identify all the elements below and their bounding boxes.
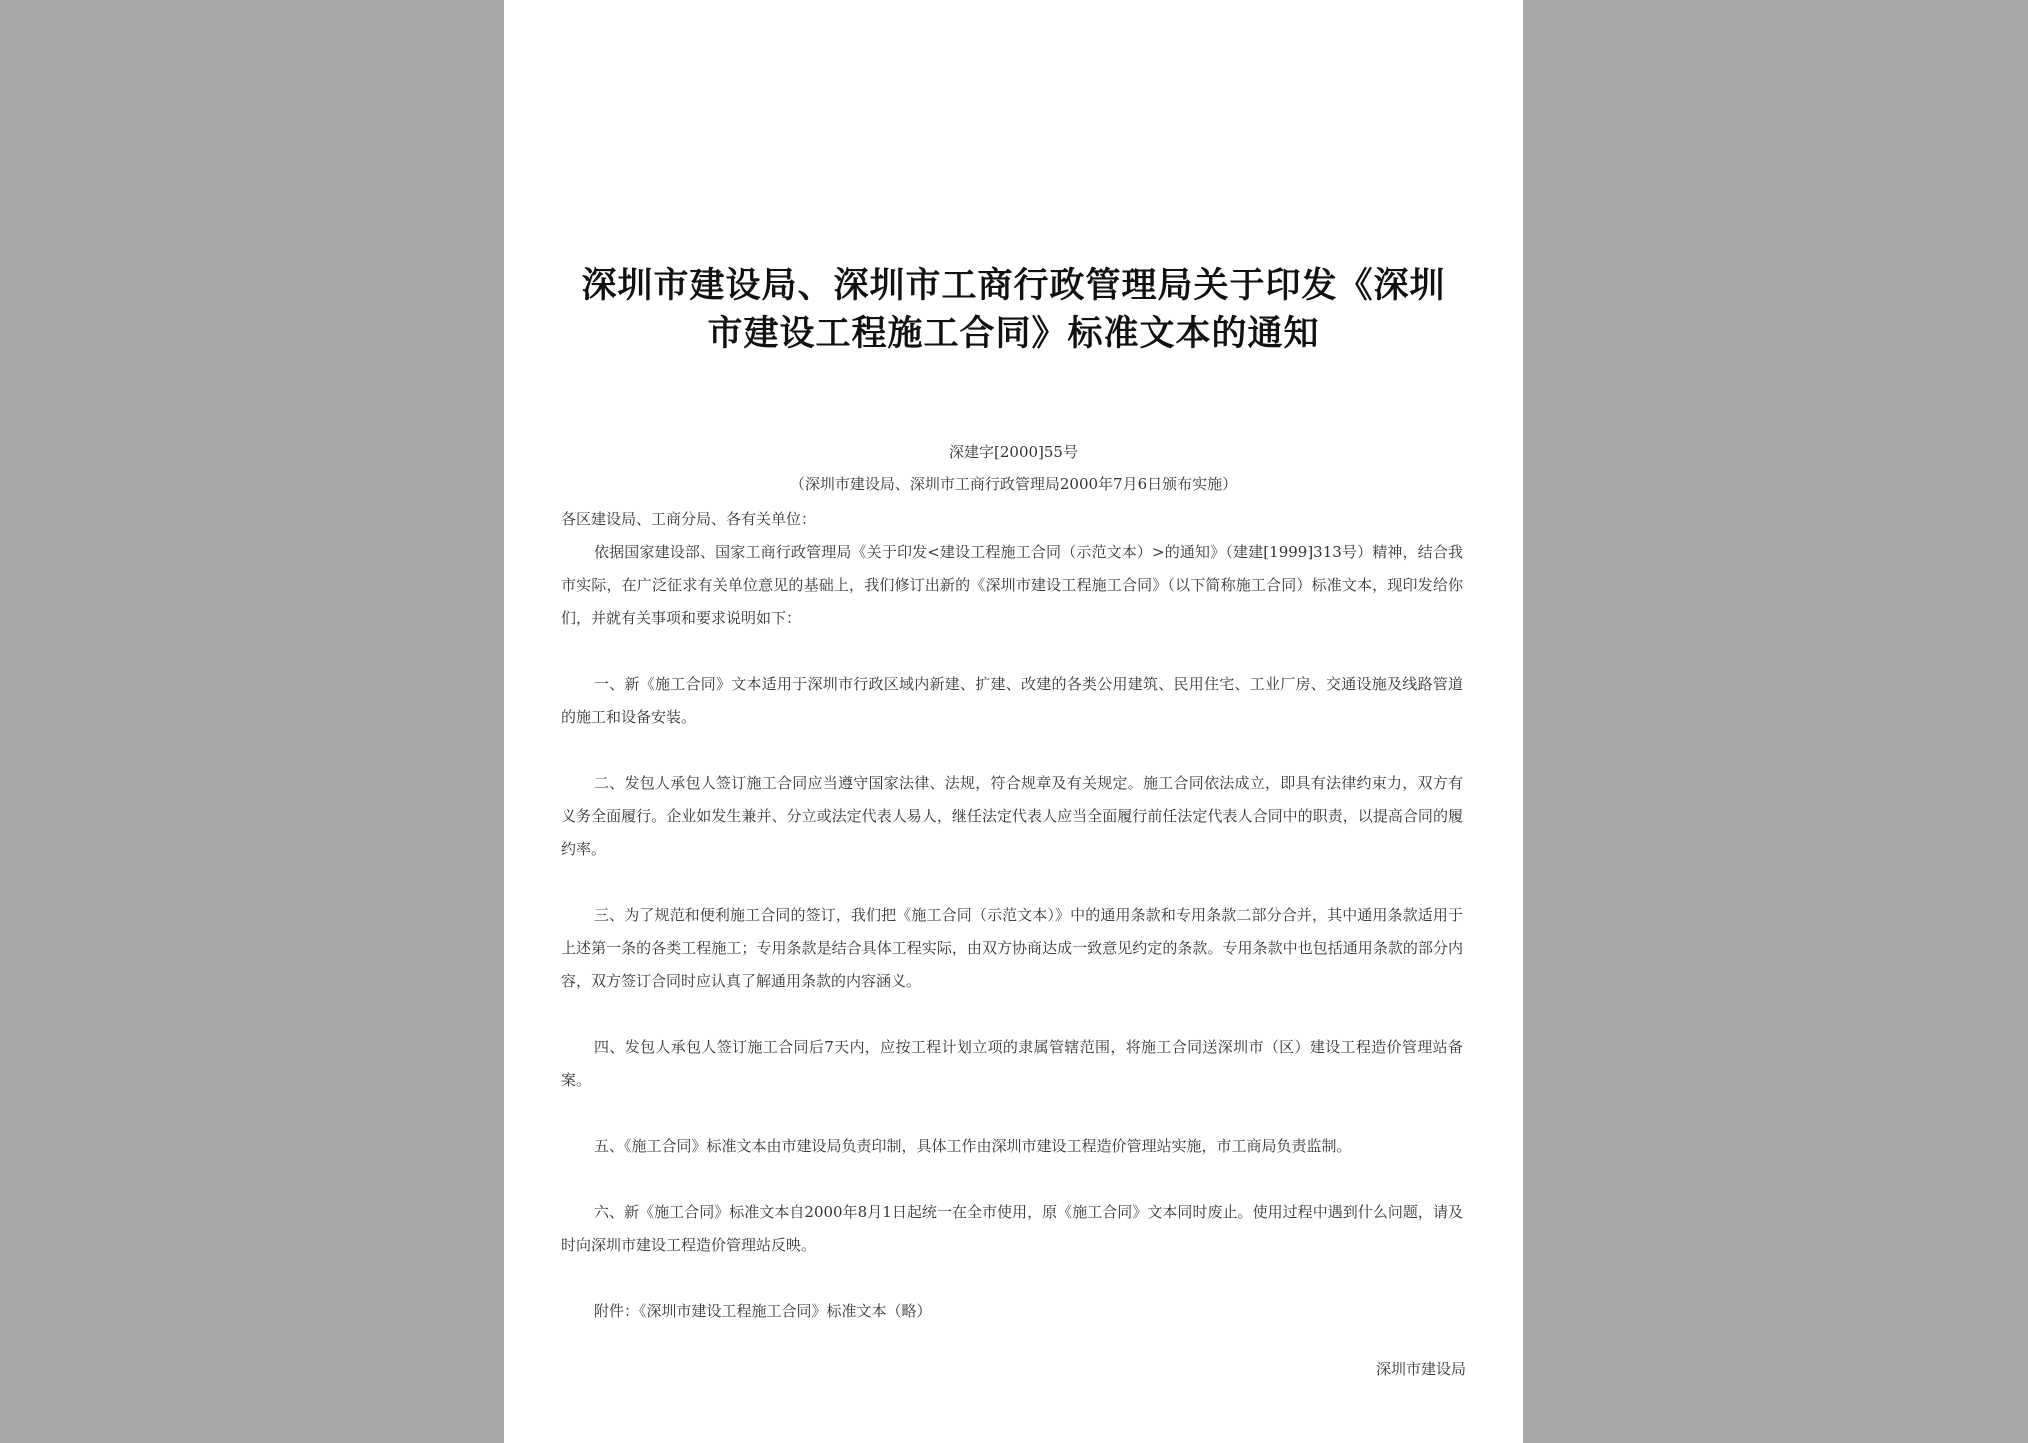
item-4-paragraph: 四、发包人承包人签订施工合同后7天内，应按工程计划立项的隶属管辖范围，将施工合同送深圳市（区）建设工程造价管理站备案。 (561, 1038, 1463, 1089)
item-2-paragraph: 二、发包人承包人签订施工合同应当遵守国家法律、法规，符合规章及有关规定。施工合同依法成立，即具有法律约束力，双方有义务全面履行。企业如发生兼并、分立或法定代表人易人，继任法定代表人应当全面履行前任法定代表人合同中的职责，以提高合同的履约率。 (561, 774, 1463, 858)
item-1-paragraph: 一、新《施工合同》文本适用于深圳市行政区域内新建、扩建、改建的各类公用建筑、民用住宅、工业厂房、交通设施及线路管道的施工和设备安装。 (561, 675, 1463, 726)
document-page (504, 0, 1523, 1443)
salutation: 各区建设局、工商分局、各有关单位： (561, 510, 817, 528)
issuing-note: （深圳市建设局、深圳市工商行政管理局2000年7月6日颁布实施） (789, 475, 1238, 493)
attachment-note: 附件：《深圳市建设工程施工合同》标准文本（略） (594, 1302, 932, 1320)
signature: 深圳市建设局 (1375, 1360, 1466, 1378)
document-number: 深建字[2000]55号 (949, 443, 1078, 461)
document-title (544, 262, 1483, 358)
title-line-2: 市建设工程施工合同》标准文本的通知 (707, 313, 1320, 354)
title-line-1: 深圳市建设局、深圳市工商行政管理局关于印发《深圳 (581, 265, 1446, 306)
item-3-paragraph: 三、为了规范和便利施工合同的签订，我们把《施工合同（示范文本）》中的通用条款和专用条款二部分合并，其中通用条款适用于上述第一条的各类工程施工；专用条款是结合具体工程实际，由双方协商达成一致意见约定的条款。专用条款中也包括通用条款的部分内容，双方签订合同时应认真了解通用条款的内容涵义。 (561, 906, 1463, 990)
document-body (561, 503, 1463, 1328)
intro-paragraph: 依据国家建设部、国家工商行政管理局《关于印发<建设工程施工合同（示范文本）>的通知》（建建[1999]313号）精神，结合我市实际，在广泛征求有关单位意见的基础上，我们修订出新的《深圳市建设工程施工合同》（以下简称施工合同）标准文本，现印发给你们，并就有关事项和要求说明如下： (561, 543, 1463, 627)
item-6-paragraph: 六、新《施工合同》标准文本自2000年8月1日起统一在全市使用，原《施工合同》文本同时废止。使用过程中遇到什么问题，请及时向深圳市建设工程造价管理站反映。 (561, 1203, 1463, 1254)
item-5-paragraph: 五、《施工合同》标准文本由市建设局负责印制，具体工作由深圳市建设工程造价管理站实施，市工商局负责监制。 (594, 1137, 1352, 1155)
